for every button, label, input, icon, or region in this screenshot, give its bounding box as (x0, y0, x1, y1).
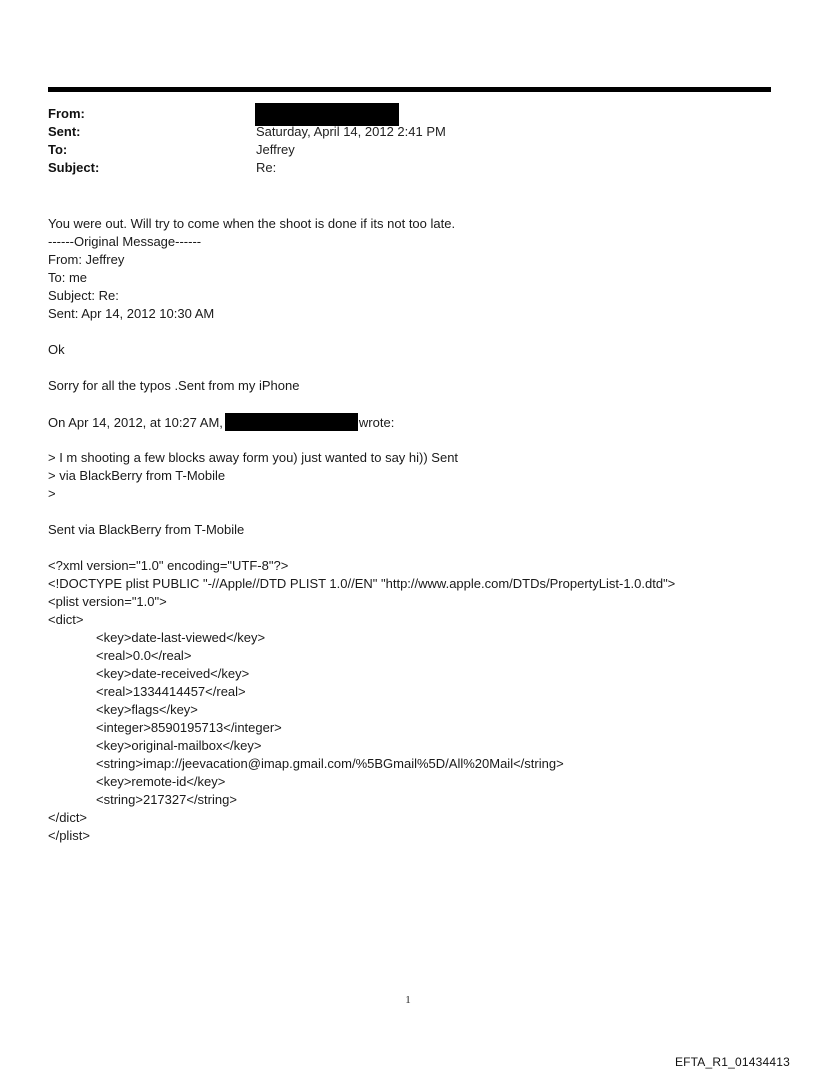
quoted-line: > I m shooting a few blocks away form you) just wanted to say hi)) Sent (48, 450, 459, 465)
header-row-sent (48, 123, 748, 141)
plist-entry: <string>217327</string> (96, 792, 237, 807)
header-rule (48, 87, 771, 92)
spacer (48, 323, 788, 341)
subject-value: Re: (256, 160, 277, 175)
original-sent: Sent: Apr 14, 2012 10:30 AM (48, 306, 215, 321)
dict-open-tag: <dict> (48, 612, 84, 627)
sent-value: Saturday, April 14, 2012 2:41 PM (256, 124, 446, 139)
attribution-line (48, 413, 788, 431)
original-subject: Subject: Re: (48, 288, 119, 303)
dict-close-tag: </dict> (48, 810, 88, 825)
plist-entry: <key>date-last-viewed</key> (96, 630, 266, 645)
header-row-to (48, 141, 748, 159)
spacer (48, 539, 788, 557)
header-row-from (48, 105, 748, 123)
spacer (48, 395, 788, 413)
spacer (48, 431, 788, 449)
to-label: To: (48, 142, 68, 157)
signature-text: Sent via BlackBerry from T-Mobile (48, 522, 245, 537)
plist-open-tag: <plist version="1.0"> (48, 594, 167, 609)
typos-text: Sorry for all the typos .Sent from my iPhone (48, 378, 300, 393)
reply-text: You were out. Will try to come when the shoot is done if its not too late. (48, 216, 456, 231)
subject-label: Subject: (48, 160, 100, 175)
redaction-box (225, 413, 358, 431)
xml-doctype: <!DOCTYPE plist PUBLIC "-//Apple//DTD PLIST 1.0//EN" "http://www.apple.com/DTDs/PropertyList-1.0.dtd"> (48, 576, 676, 591)
plist-entry: <key>flags</key> (96, 702, 198, 717)
email-body (48, 215, 788, 845)
original-message-marker: ------Original Message------ (48, 234, 202, 249)
attribution-suffix: wrote: (358, 415, 395, 430)
original-to: To: me (48, 270, 88, 285)
plist-entry: <string>imap://jeevacation@imap.gmail.com/%5BGmail%5D/All%20Mail</string> (96, 756, 564, 771)
sent-label: Sent: (48, 124, 81, 139)
document-id: EFTA_R1_01434413 (674, 1055, 790, 1069)
plist-close-tag: </plist> (48, 828, 90, 843)
from-label: From: (48, 106, 85, 121)
xml-declaration: <?xml version="1.0" encoding="UTF-8"?> (48, 558, 289, 573)
plist-entry: <real>1334414457</real> (96, 684, 246, 699)
spacer (48, 503, 788, 521)
attribution-prefix: On Apr 14, 2012, at 10:27 AM, (48, 415, 223, 430)
quoted-line: > via BlackBerry from T-Mobile (48, 468, 226, 483)
plist-entry: <key>original-mailbox</key> (96, 738, 262, 753)
ok-text: Ok (48, 342, 65, 357)
plist-entry: <key>remote-id</key> (96, 774, 226, 789)
to-value: Jeffrey (256, 142, 295, 157)
quoted-line: > (48, 486, 56, 501)
email-header (48, 105, 748, 177)
header-row-subject (48, 159, 748, 177)
plist-entry: <integer>8590195713</integer> (96, 720, 282, 735)
plist-entry: <real>0.0</real> (96, 648, 192, 663)
plist-entry: <key>date-received</key> (96, 666, 250, 681)
spacer (48, 359, 788, 377)
page-number: 1 (405, 994, 411, 1006)
original-from: From: Jeffrey (48, 252, 125, 267)
